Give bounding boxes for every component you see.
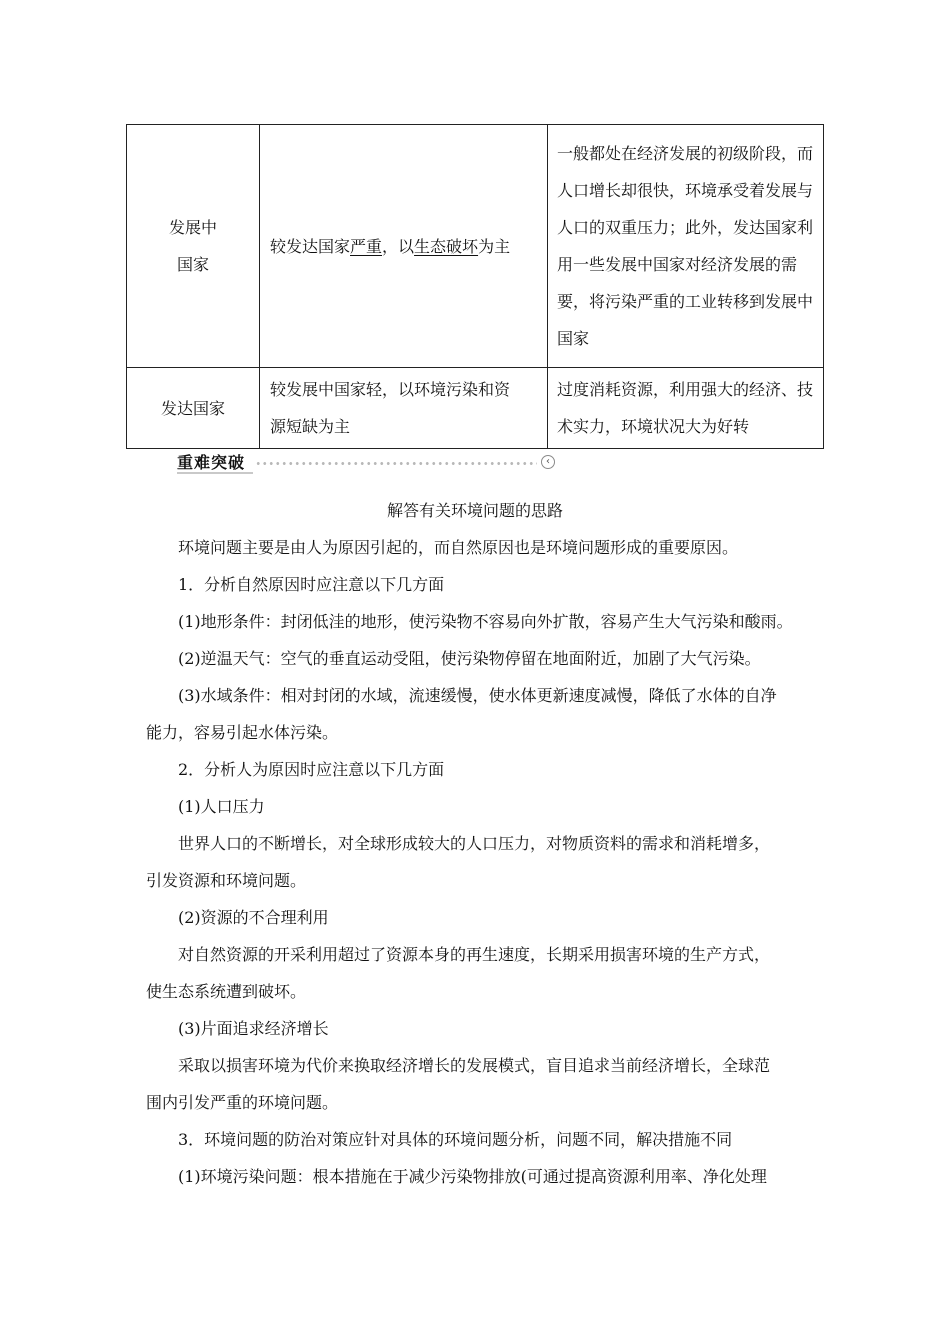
cell-line: 人口增长却很快，环境承受着发展与 [557, 181, 814, 200]
paragraph-line: (1)地形条件：封闭低洼的地形，使污染物不容易向外扩散，容易产生大气污染和酸雨。 [178, 612, 793, 631]
comparison-table [126, 124, 824, 449]
paragraph-line: 围内引发严重的环境问题。 [146, 1093, 339, 1112]
underlined-text: 严重 [350, 236, 383, 256]
cell-text: ，以 [382, 236, 415, 256]
chevron-left-icon[interactable]: ‹ [541, 455, 555, 469]
paragraph-line: 能力，容易引起水体污染。 [146, 723, 339, 742]
cell-line: 源短缺为主 [270, 417, 351, 436]
paragraph-line: (3)水域条件：相对封闭的水域，流速缓慢，使水体更新速度减慢，降低了水体的自净 [178, 686, 777, 705]
paragraph-line: 采取以损害环境为代价来换取经济增长的发展模式，盲目追求当前经济增长，全球范 [178, 1056, 771, 1075]
paragraph-line: 使生态系统遭到破坏。 [146, 982, 307, 1001]
cell-line: 人口的双重压力；此外，发达国家利 [557, 218, 814, 237]
cell-line: 一般都处在经济发展的初级阶段，而 [557, 144, 814, 163]
cell-line: 国家 [557, 329, 590, 348]
cell-line: 用一些发展中国家对经济发展的需 [557, 255, 798, 274]
cell-line: 较发展中国家轻，以环境污染和资 [270, 380, 511, 399]
cell-text: 较发达国家 [270, 236, 351, 256]
numbered-heading: 2．分析人为原因时应注意以下几方面 [178, 760, 445, 779]
numbered-heading: 3．环境问题的防治对策应针对具体的环境问题分析，问题不同，解决措施不同 [178, 1130, 733, 1149]
paragraph-line: 引发资源和环境问题。 [146, 871, 307, 890]
cell-line: 术实力，环境状况大为好转 [557, 417, 750, 436]
paragraph-line: 环境问题主要是由人为原因引起的，而自然原因也是环境问题形成的重要原因。 [178, 538, 739, 557]
row-label-line: 国家 [176, 255, 209, 274]
paragraph-line: (1)环境污染问题：根本措施在于减少污染物排放(可通过提高资源利用率、净化处理 [178, 1167, 767, 1186]
reason-cell [548, 125, 824, 368]
table-row-developing [127, 125, 824, 368]
row-label-line: 发展中 [168, 218, 217, 237]
reason-cell [548, 368, 824, 449]
paragraph-line: 世界人口的不断增长，对全球形成较大的人口压力，对物质资料的需求和消耗增多， [178, 834, 771, 853]
cell-text: 为主 [478, 236, 511, 256]
table-row-developed [127, 368, 824, 449]
dotted-divider [255, 462, 537, 465]
section-title: 重难突破 [177, 453, 246, 472]
sub-heading: (2)资源的不合理利用 [178, 908, 329, 927]
cell-line: 过度消耗资源，利用强大的经济、技 [557, 380, 814, 399]
section-banner [177, 452, 557, 474]
section-heading: 解答有关环境问题的思路 [386, 501, 563, 520]
paragraph-line: 对自然资源的开采利用超过了资源本身的再生速度，长期采用损害环境的生产方式， [178, 945, 771, 964]
row-label-developing [127, 125, 260, 368]
pollution-degree-cell [260, 368, 548, 449]
numbered-heading: 1．分析自然原因时应注意以下几方面 [178, 575, 445, 594]
title-underline [177, 472, 253, 474]
sub-heading: (3)片面追求经济增长 [178, 1019, 329, 1038]
cell-line: 要，将污染严重的工业转移到发展中 [557, 292, 814, 311]
paragraph-line: (2)逆温天气：空气的垂直运动受阻，使污染物停留在地面附近，加剧了大气污染。 [178, 649, 761, 668]
sub-heading: (1)人口压力 [178, 797, 265, 816]
pollution-degree-cell [260, 125, 548, 368]
row-label-developed: 发达国家 [127, 368, 260, 449]
underlined-text: 生态破坏 [414, 236, 479, 256]
